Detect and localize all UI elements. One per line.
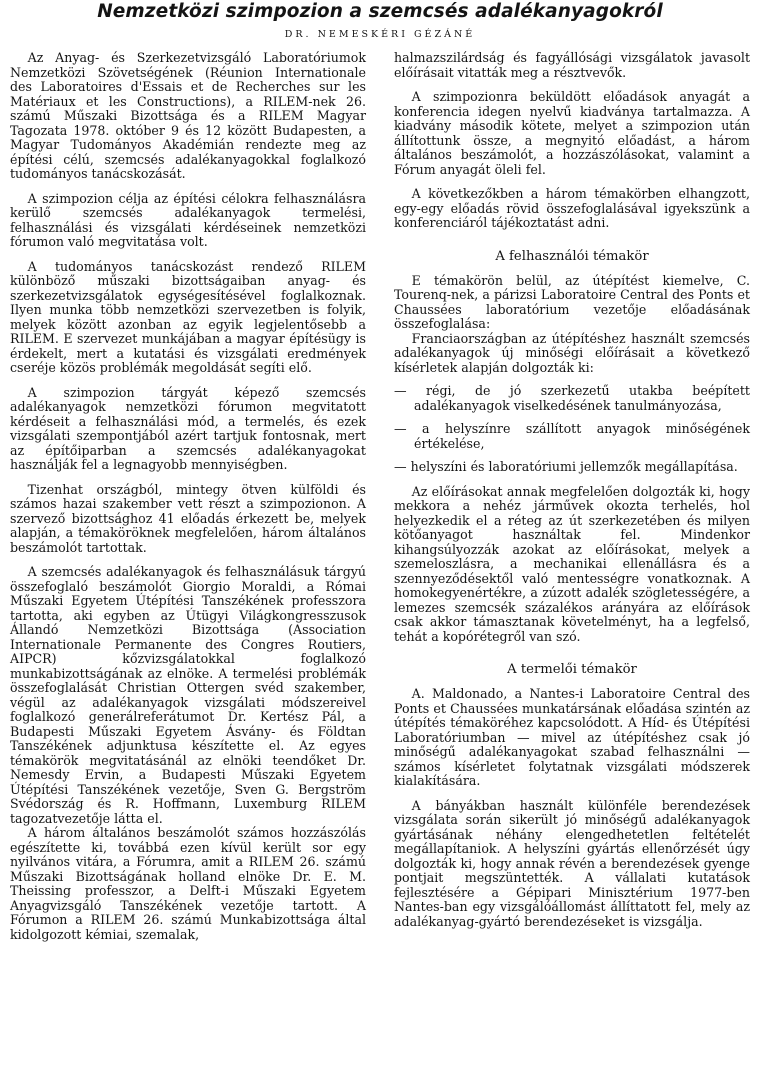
paragraph: A következőkben a három témakörben elhangzott, egy-egy előadás rövid összefoglalásával igyekszünk a konferenciáról tájékoztatást adni. — [394, 186, 750, 230]
left-column — [10, 51, 366, 942]
paragraph: Az Anyag- és Szerkezetvizsgáló Laboratóriumok Nemzetközi Szövetségének (Réunion Internationale des Laboratoires d'Essais et de Recherches sur les Matériaux et les Constructions), a RILEM-nek 26. számú Műszaki Bizottsága és a RILEM Magyar Tagozata 1978. október 9 és 12 között Budapesten, a Magyar Tudományos Akadémián rendezte meg az építési célú, szemcsés adalékanyagokkal foglalkozó tudományos tanácskozását. — [10, 50, 366, 181]
paragraph: Az előírásokat annak megfelelően dolgozták ki, hogy mekkora a nehéz járművek okozta terhelés, hol helyezkedik el a réteg az út szerkezetében és milyen kötőanyagot használtak fel. Mindenkor kihangsúlyozzák azokat az előírásokat, melyek a szemeloszlásra, a mechanikai ellenállásra és a szennyeződésektől való mentességre vonatkoznak. A homokegyenértékre, a zúzott adalék szögletességére, a lemezes szemcsék százalékos arányára az előírások csak akkor támasztanak követelményt, ha a legfelső, tehát a kopórétegről van szó. — [394, 483, 750, 644]
paragraph: Franciaországban az útépítéshez használt szemcsés adalékanyagok új minőségi előírásait a következő kísérletek alapján dolgozták ki: — [394, 330, 750, 375]
section-heading-users: A felhasználói témakör — [495, 248, 649, 264]
paragraph: A három általános beszámolót számos hozzászólás egészítette ki, továbbá ezen kívül került sor egy nyilvános vitára, a Fórumra, amit a RILEM 26. számú Műszaki Bizottságának holland elnöke Dr. E. M. Theissing professzor, a Delft-i Műszaki Egyetem Anyagvizsgáló Tanszékének vezetője tartott. A Fórumon a RILEM 26. számú Munkabizottsága által kidolgozott kémiai, szemalak, — [10, 825, 366, 942]
paragraph: A szimpozionra beküldött előadások anyagát a konferencia idegen nyelvű kiadványa tartalmazza. A kiadvány második kötete, melyet a szimpozion után állítottunk össze, a megnyitó előadást, a három általános beszámolót, a hozzászólásokat, valamint a Fórum anyagát öleli fel. — [394, 89, 750, 177]
section-heading-producers: A termelői témakör — [507, 662, 637, 677]
paragraph: A bányákban használt különféle berendezések vizsgálata során sikerült jó minőségű adalékanyagok gyártásának néhány elengedhetetlen feltételét megállapítaniok. A helyszíni gyártás ellenőrzését úgy dolgozták ki, hogy annak révén a berendezések gyenge pontjait megszüntették. A vállalati kutatások fejlesztésére a Gépipari Minisztérium 1977-ben Nantes-ban egy vizsgálóállomást állíttatott fel, mely az adalékanyag-gyártó berendezéseket is vizsgálja. — [394, 797, 750, 929]
paragraph: E témakörön belül, az útépítést kiemelve, C. Tourenq-nek, a párizsi Laboratoire Central des Ponts et Chaussées laboratórium vezetője előadásának összefoglalása: — [394, 272, 750, 331]
paragraph: halmazszilárdság és fagyállósági vizsgálatok javasolt előírásait vitatták meg a résztvevők. — [394, 50, 750, 80]
list-item: — helyszíni és laboratóriumi jellemzők megállapítása. — [394, 459, 738, 474]
paragraph: A szemcsés adalékanyagok és felhasználásuk tárgyú összefoglaló beszámolót Giorgio Moraldi, a Római Műszaki Egyetem Útépítési Tanszékének professzora tartotta, aki egyben az Útügyi Világkongresszusok Állandó Nemzetközi Bizottsága (Association Internationale Permanente des Congres Routiers, AIPCR) kőzvizsgálatokkal foglalkozó munkabizottságának az elnöke. A termelési problémák összefoglalását Christian Ottergen svéd szakember, végül az adalékanyagok vizsgálati módszereivel foglalkozó generálreferátumot Dr. Kertész Pál, a Budapesti Műszaki Egyetem Ásvány- és Földtan Tanszékének adjunktusa készítette el. Az egyes témakörök megvitatásánál az elnöki teendőket Dr. Nemesdy Ervin, a Budapesti Műszaki Egyetem Útépítési Tanszékének vezetője, Sven G. Bergström Svédország és R. Hoffmann, Luxemburg RILEM tagozatvezetője látta el. — [10, 564, 366, 826]
article-title: Nemzetközi szimpozion a szemcsés adalékanyagokról — [97, 1, 663, 22]
article-body — [10, 51, 750, 942]
article-author: DR. NEMESKÉRI GÉZÁNÉ — [284, 29, 476, 40]
paragraph: A szimpozion tárgyát képező szemcsés adalékanyagok nemzetközi fórumon megvitatott kérdéseit a felhasználási mód, a termelés, és ezek vizsgálati szempontjából azért tartjuk fontosnak, mert az építőiparban a szemcsés adalékanyagokat használják fel a legnagyobb mennyiségben. — [10, 384, 366, 472]
list-item: — régi, de jó szerkezetű utakba beépített adalékanyagok viselkedésének tanulmányozása, — [394, 383, 750, 413]
paragraph: A szimpozion célja az építési célokra felhasználásra kerülő szemcsés adalékanyagok termelési, felhasználási és vizsgálati kérdéseinek nemzetközi fórumon való megvitatása volt. — [10, 190, 366, 249]
right-column — [394, 51, 750, 942]
paragraph: A. Maldonado, a Nantes-i Laboratoire Central des Ponts et Chaussées munkatársának előadása szintén az útépítés témaköréhez kapcsolódott. A Híd- és Útépítési Laboratóriumban — mivel az útépítéshez csak jó minőségű adalékanyagokat szabad felhasználni — számos kísérletet folytatnak vizsgálati módszerek kialakítására. — [394, 686, 750, 788]
list-item: — a helyszínre szállított anyagok minőségének értékelése, — [394, 421, 750, 451]
paragraph: A tudományos tanácskozást rendező RILEM különböző műszaki bizottságaiban anyag- és szerkezetvizsgálatok egységesítésével foglalkoznak. Ilyen munka több nemzetközi szervezetben is folyik, melyek között azonban az egyik legjelentősebb a RILEM. E szervezet munkájában a magyar építésügy is érdekelt, mert a kutatási és vizsgálati eredmények cseréje közös problémák megoldását segíti elő. — [10, 258, 366, 375]
paragraph: Tizenhat országból, mintegy ötven külföldi és számos hazai szakember vett részt a szimpozionon. A szervező bizottsághoz 41 előadás érkezett be, melyek alapján, a témaköröknek megfelelően, három általános beszámolót tartottak. — [10, 481, 366, 555]
